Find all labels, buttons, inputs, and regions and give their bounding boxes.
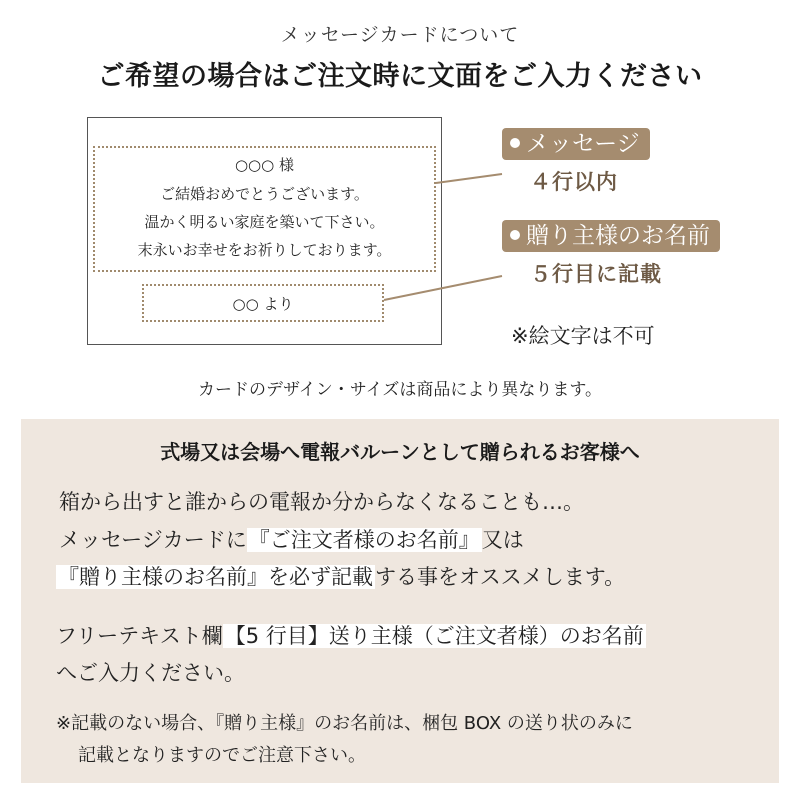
panel-text-segment: する事をオススメします。 [375, 565, 626, 589]
highlight-sender-name: 『贈り主様のお名前』を必ず記載 [58, 565, 373, 589]
panel-text-segment: 又は [481, 528, 524, 552]
panel-text-line-2 [59, 524, 524, 554]
sender-tag [502, 220, 720, 252]
message-limit: ４行以内 [530, 170, 618, 194]
highlight-free-text-field: 【5 行目】送り主様（ご注文者様）のお名前 [224, 624, 644, 648]
message-line-4: 末永いお幸せをお祈りしております。 [137, 241, 392, 259]
footnote-line-1: ※記載のない場合、『贈り主様』のお名前は、梱包 BOX の送り状のみに [56, 713, 633, 734]
sender-position: ５行目に記載 [530, 262, 662, 286]
headline: ご希望の場合はご注文時に文面をご入力ください [97, 61, 703, 92]
footnote-line-2: 記載となりますのでご注意下さい。 [78, 745, 366, 766]
sender-line: ○○ より [232, 295, 294, 313]
message-line-2: ご結婚おめでとうございます。 [160, 185, 369, 203]
panel-text-line-3 [56, 561, 625, 591]
design-caption: カードのデザイン・サイズは商品により異なります。 [197, 380, 603, 400]
panel-text-line-1: 箱から出すと誰からの電報か分からなくなることも…。 [59, 490, 584, 514]
sender-tag-label: 贈り主様のお名前 [526, 223, 710, 249]
emoji-note: ※絵文字は不可 [511, 324, 655, 348]
highlight-orderer-name: 『ご注文者様のお名前』 [248, 528, 480, 552]
bullet-icon [510, 230, 520, 240]
message-connector [436, 174, 502, 183]
panel-text-segment: メッセージカードに [59, 528, 247, 552]
message-tag-label: メッセージ [526, 131, 640, 157]
message-line-3: 温かく明るい家庭を築いて下さい。 [144, 213, 385, 231]
bullet-icon [510, 138, 520, 148]
message-tag [502, 128, 650, 160]
message-line-1: ○○○ 様 [234, 156, 295, 174]
panel-title: 式場又は会場へ電報バルーンとして贈られるお客様へ [160, 440, 640, 464]
subtitle: メッセージカードについて [280, 24, 520, 46]
panel-text-line-5: へご入力ください。 [56, 661, 245, 685]
panel-text-segment: フリーテキスト欄 [56, 624, 223, 648]
panel-text-line-4 [56, 620, 646, 650]
